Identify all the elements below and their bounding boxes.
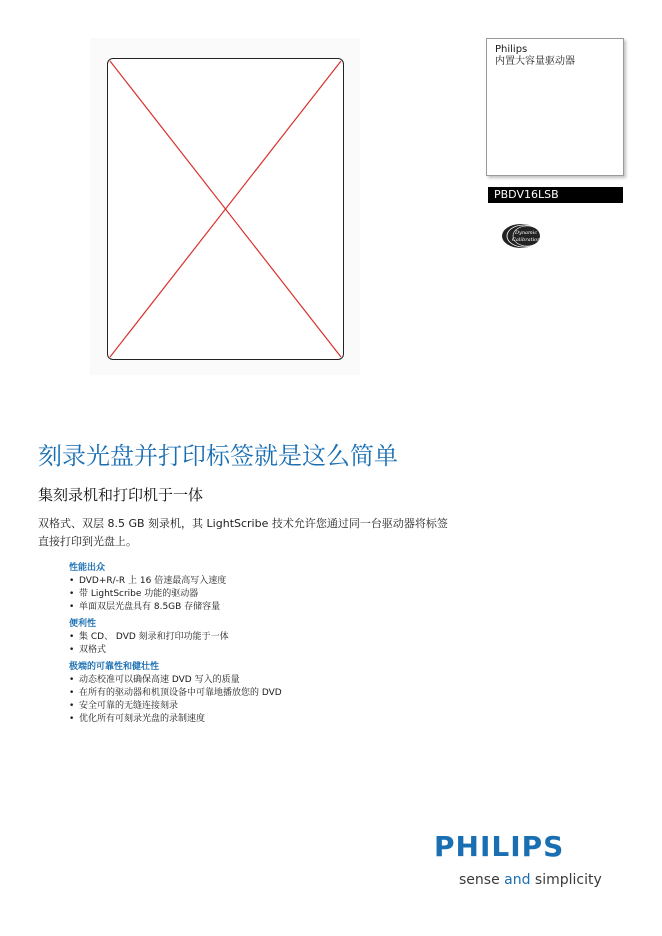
feature-item: • DVD+R/-R 上 16 倍速最高写入速度 [69, 575, 389, 588]
brand-name: Philips [495, 44, 528, 55]
feature-item: • 集 CD、 DVD 刻录和打印功能于一体 [69, 631, 389, 644]
feature-group-list [69, 674, 389, 726]
feature-item: • 双格式 [69, 644, 389, 657]
page-subheadline: 集刻录机和打印机于一体 [38, 486, 204, 504]
brand-tagline: sense and simplicity [459, 872, 602, 888]
philips-logo: PHILIPS [434, 830, 565, 863]
feature-item: • 单面双层光盘具有 8.5GB 存储容量 [69, 601, 389, 614]
image-placeholder [107, 58, 344, 360]
page-headline: 刻录光盘并打印标签就是这么简单 [38, 442, 398, 470]
feature-group-list [69, 631, 389, 657]
feature-group-title: 极端的可靠性和健壮性 [69, 662, 160, 672]
feature-group-title: 性能出众 [69, 563, 106, 573]
feature-item: • 安全可靠的无缝连接刻录 [69, 700, 389, 713]
svg-text:Calibration: Calibration [512, 237, 541, 243]
model-number-bar: PBDV16LSB [488, 187, 623, 203]
feature-item: • 带 LightScribe 功能的驱动器 [69, 588, 389, 601]
feature-group-title: 便利性 [69, 619, 97, 629]
missing-image-cross-icon [108, 59, 343, 359]
product-info-box [486, 38, 624, 176]
feature-item: • 动态校准可以确保高速 DVD 写入的质量 [69, 674, 389, 687]
dynamic-calibration-logo [500, 223, 542, 249]
feature-item: • 优化所有可刻录光盘的录制速度 [69, 713, 389, 726]
product-image-area [90, 38, 360, 375]
intro-paragraph: 双格式、双层 8.5 GB 刻录机，其 LightScribe 技术允许您通过同一台驱动器将标签直接打印到光盘上。 [38, 517, 448, 548]
feature-list [69, 562, 389, 726]
feature-item: • 在所有的驱动器和机顶设备中可靠地播放您的 DVD [69, 687, 389, 700]
svg-text:Dynamic: Dynamic [515, 230, 538, 236]
feature-group-list [69, 575, 389, 614]
product-category: 内置大容量驱动器 [495, 56, 575, 67]
